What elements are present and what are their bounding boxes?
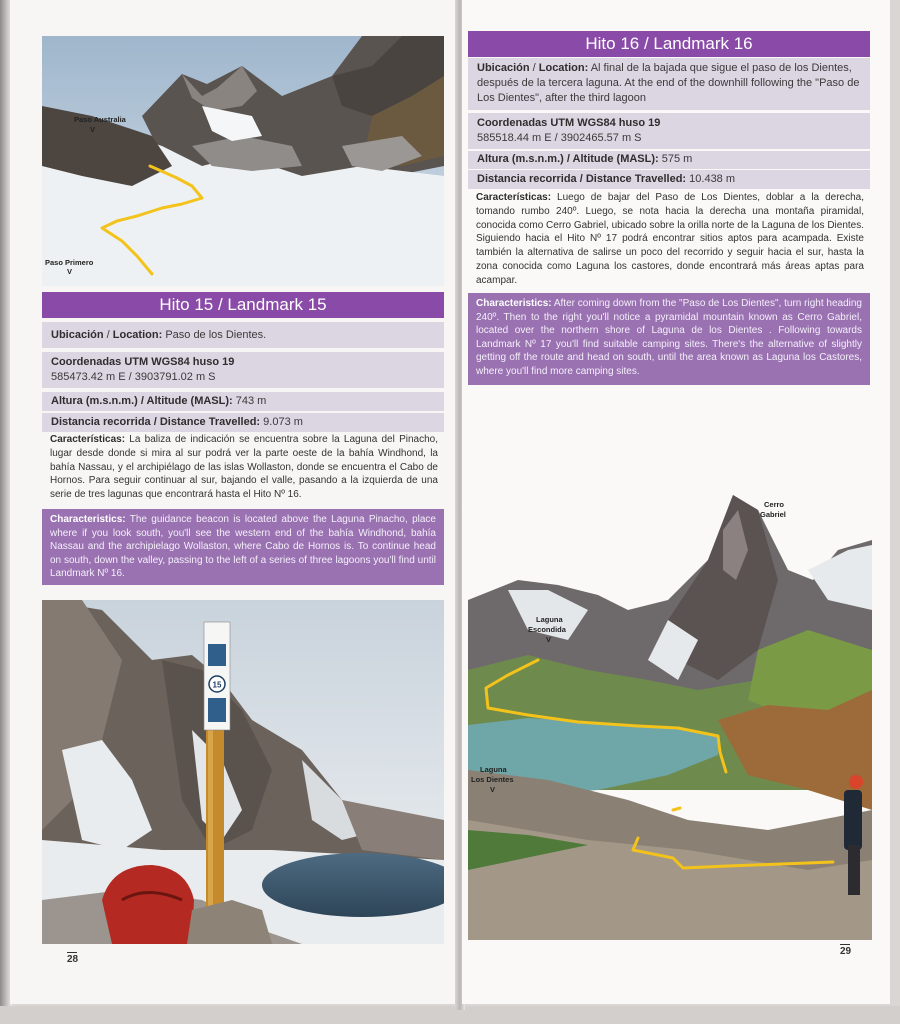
char-es-text-16: Luego de bajar del Paso de Los Dientes, doblar a la derecha, tomando rumbo 240º. Luego, se nota hacia la derecha una montaña piramidal, conocida como Cerro Gabriel, ubicado sobre la orilla norte de la Laguna de los Dientes. Siguiendo hacia el Hito Nº 17 podrá encontrar sitios aptos para acampada. Existe también la alternativa de salirse un poco del recorrido y seguir hacia el sur, hasta la zona conocida como Laguna los castores, donde encontrará más áreas aptas para acampar. [476, 192, 865, 286]
characteristics-es-16 [476, 191, 864, 288]
characteristics-en-16 [468, 293, 870, 385]
beacon-number: 15 [212, 680, 222, 690]
mountain-pass-photo [42, 36, 444, 286]
char-es-label: Características: [50, 434, 126, 445]
left-page [10, 0, 458, 1004]
coords-label-16: Coordenadas UTM WGS84 huso 19 [477, 117, 661, 129]
coords-value-16: 585518.44 m E / 3902465.57 m S [477, 132, 642, 144]
characteristics-en-15 [42, 509, 444, 585]
char-en-label: Characteristics: [50, 514, 126, 525]
distance-box-16 [468, 170, 870, 189]
landmark-16-title: Hito 16 / Landmark 16 [468, 31, 870, 57]
altitude-value: 743 m [235, 395, 267, 407]
coords-box-16 [468, 113, 870, 149]
location-label: Ubicación [51, 329, 104, 341]
distance-value-16: 10.438 m [689, 173, 736, 185]
coords-value: 585473.42 m E / 3903791.02 m S [51, 371, 216, 383]
distance-label: Distancia recorrida / Distance Travelled: [51, 416, 261, 428]
right-page [462, 0, 890, 1004]
characteristics-es-15 [50, 433, 438, 502]
landmark-15-title: Hito 15 / Landmark 15 [42, 292, 444, 318]
marker-paso-primero: V [67, 267, 73, 276]
coords-box-15 [42, 352, 444, 388]
char-en-text-16: After coming down from the "Paso de Los Dientes", turn right heading 240º. Then to the right you'll notice a pyramidal mountain known as Cerro Gabriel, located over the northern shore of Laguna de los Dientes . Following towards Landmark Nº 17 you'll find suitable camping sites. There's the alternative of slightly getting off the route and head on south, until the area known as Laguna los Castores, where you'll find more camping sites. [476, 298, 862, 377]
coords-label: Coordenadas UTM WGS84 huso 19 [51, 356, 235, 368]
cerro-gabriel-photo [468, 490, 872, 940]
altitude-label-16: Altura (m.s.n.m.) / Altitude (MASL): [477, 153, 659, 165]
char-en-text: The guidance beacon is located above the Laguna Pinacho, place where if you look south, you'll see the western end of the bahía Windhond, bahía Nassau and the archipielago Wollaston, where Cabo de Hornos is. To continue head on south, down the valley, passing to the left of a series of three lagoons you'll find until Landmark Nº 16. [50, 514, 436, 580]
label-laguna-escondida-2: Escondida [528, 625, 566, 634]
marker-laguna-dientes: V [490, 785, 496, 794]
marker-laguna-escondida: V [546, 635, 552, 644]
page-number-right: 29 [840, 946, 852, 957]
page-number-left: 28 [67, 954, 79, 965]
char-es-label-16: Características: [476, 192, 552, 203]
distance-label-16: Distancia recorrida / Distance Travelled: [477, 173, 687, 185]
location-label-en-16: Location: [538, 62, 589, 74]
label-paso-australia: Paso Australia [74, 115, 126, 124]
altitude-box-15 [42, 392, 444, 411]
label-cerro: Cerro [764, 500, 785, 509]
location-value-en-16: At the end of the downhill following the "Paso de Los Dientes", after the third lagoon [477, 77, 860, 104]
location-label-en: Location: [112, 329, 163, 341]
location-box-15: Ubicación / Location: Paso de los Dientes. [42, 322, 444, 348]
altitude-label: Altura (m.s.n.m.) / Altitude (MASL): [51, 395, 233, 407]
label-laguna-escondida-1: Laguna [536, 615, 563, 624]
location-value: Paso de los Dientes. [165, 329, 267, 341]
altitude-value-16: 575 m [661, 153, 693, 165]
landmark-15-beacon-photo [42, 600, 444, 944]
label-laguna-dientes-2: Los Dientes [471, 775, 514, 784]
distance-box-15 [42, 413, 444, 432]
label-laguna-dientes-1: Laguna [480, 765, 507, 774]
label-gabriel: Gabriel [760, 510, 786, 519]
label-paso-primero: Paso Primero [45, 258, 94, 267]
location-label-16: Ubicación [477, 62, 530, 74]
scan-background [0, 1006, 900, 1024]
distance-value: 9.073 m [263, 416, 303, 428]
char-es-text: La baliza de indicación se encuentra sobre la Laguna del Pinacho, lugar desde donde si mira al sur podrá ver la parte oeste de la bahía Windhond, la bahía Nassau, y el archipiélago de las islas Wollaston, donde se encuentra el Cabo de Hornos. Para seguir continuar al sur, bajando el valle, pasando a la izquierda de una serie de tres lagunas que encontrará hasta el Hito Nº 16. [50, 434, 438, 501]
location-box-16: Ubicación / Location: Al final de la bajada que sigue el paso de los Dientes, después de la tercera laguna. At the end of the downhill following the "Paso de Los Dientes", after the third lagoon [468, 58, 870, 110]
location-value-es-16: Al final de la bajada que sigue el paso de los Dientes, después de la tercera laguna. [477, 62, 852, 89]
altitude-box-16 [468, 151, 870, 169]
marker-paso-australia: V [90, 125, 96, 134]
char-en-label-16: Characteristics: [476, 298, 552, 309]
